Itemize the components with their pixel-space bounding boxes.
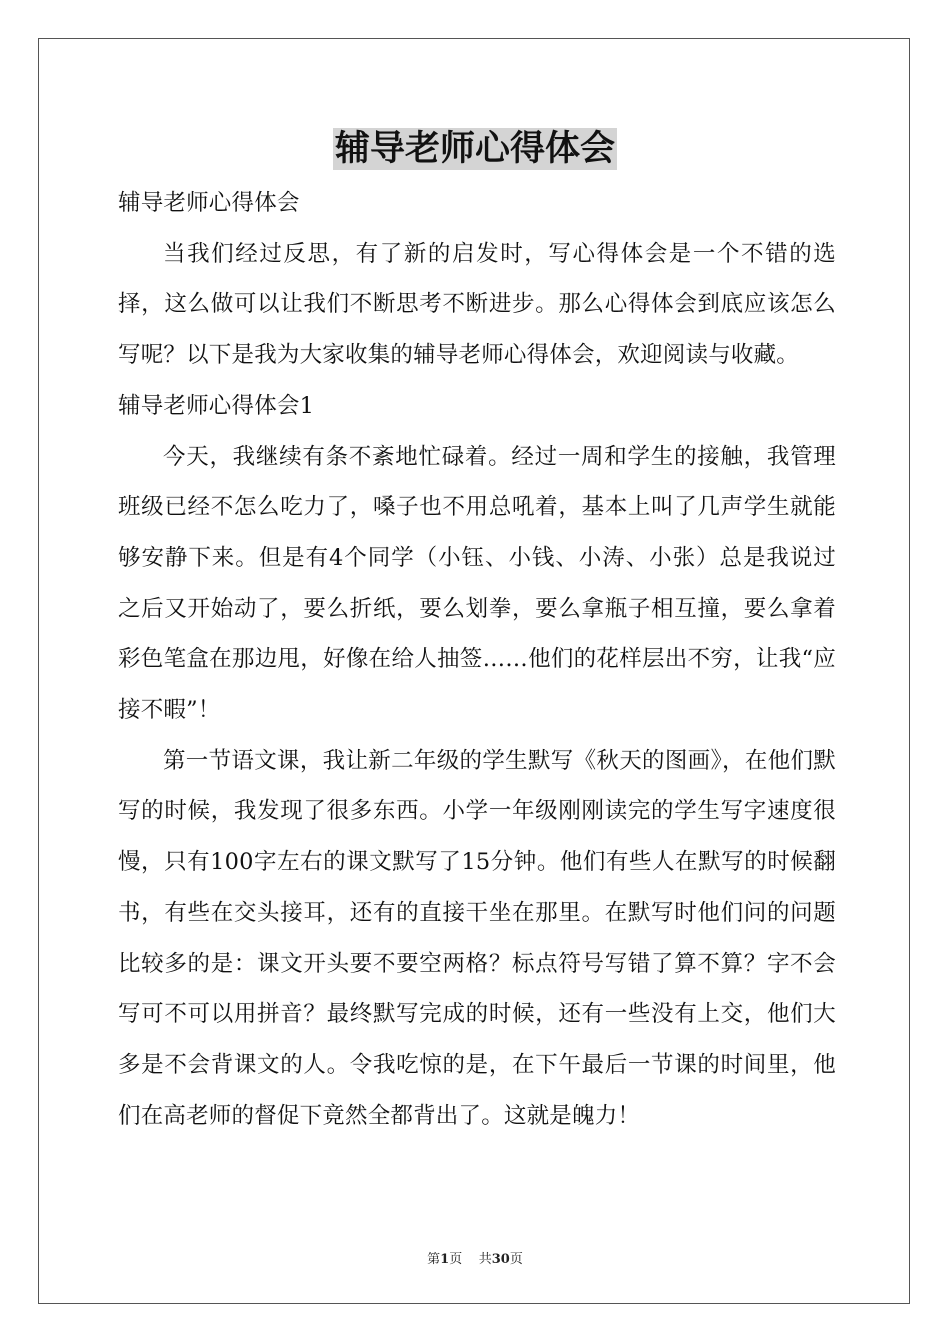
page-footer <box>0 1248 950 1267</box>
total-prefix: 共 <box>478 1252 492 1267</box>
total-pages: 30 <box>491 1252 510 1267</box>
total-unit: 页 <box>509 1252 523 1267</box>
paragraph-heading: 辅导老师心得体会 <box>118 190 300 216</box>
document-title: 辅导老师心得体会 <box>334 128 615 169</box>
page-prefix: 第 <box>427 1252 441 1267</box>
paragraph-intro: 当我们经过反思，有了新的启发时，写心得体会是一个不错的选择，这么做可以让我们不断思考不断进步。那么心得体会到底应该怎么写呢？以下是我为大家收集的辅导老师心得体会，欢迎阅读与收藏。 <box>118 240 836 369</box>
paragraph-body-1: 今天，我继续有条不紊地忙碌着。经过一周和学生的接触，我管理班级已经不怎么吃力了，嗓子也不用总吼着，基本上叫了几声学生就能够安静下来。但是有4个同学（小钰、小钱、小涛、小张）总是我说过之后又开始动了，要么折纸，要么划拳，要么拿瓶子相互撞，要么拿着彩色笔盒在那边甩，好像在给人抽签……他们的花样层出不穷，让我“应接不暇”！ <box>118 443 836 724</box>
title-container <box>0 128 950 170</box>
page-number: 1 <box>440 1252 450 1267</box>
page-unit: 页 <box>449 1252 463 1267</box>
paragraph-body-2: 第一节语文课，我让新二年级的学生默写《秋天的图画》，在他们默写的时候，我发现了很多东西。小学一年级刚刚读完的学生写字速度很慢，只有100字左右的课文默写了15分钟。他们有些人在默写的时候翻书，有些在交头接耳，还有的直接干坐在那里。在默写时他们问的问题比较多的是：课文开头要不要空两格？标点符号写错了算不算？字不会写可不可以用拼音？最终默写完成的时候，还有一些没有上交，他们大多是不会背课文的人。令我吃惊的是，在下午最后一节课的时间里，他们在高老师的督促下竟然全都背出了。这就是魄力！ <box>118 747 836 1129</box>
document-body <box>118 178 836 1141</box>
paragraph-section-heading: 辅导老师心得体会1 <box>118 392 315 419</box>
